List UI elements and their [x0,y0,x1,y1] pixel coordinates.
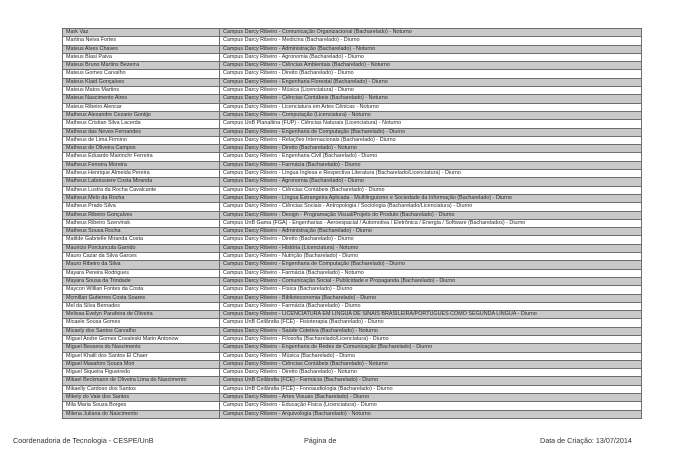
course-cell: Campus Darcy Ribeiro - Língua Estrangeira Aplicada - Multilinguismo e Sociedade da Informação (Bacharelado) - Diurno [220,194,642,202]
course-cell: Campus Darcy Ribeiro - LICENCIATURA EM LÍNGUA DE SINAIS BRASILEIRA/PORTUGUÊS COMO SEGUNDA LÍNGUA - Diurno [220,311,642,319]
table-row [63,377,642,385]
candidate-name-cell: Matheus Henrique Almeida Pereira [63,170,220,178]
course-cell: Campus Darcy Ribeiro - Filosofia (Bacharelado/Licenciatura) - Diurno [220,335,642,343]
candidate-name-cell: Mauro Ribeiro da Silva [63,261,220,269]
course-cell: Campus UnB Planaltina (FUP) - Ciências Naturais (Licenciatura) - Noturno [220,120,642,128]
table-row [63,269,642,277]
candidate-name-cell: Mark Vaz [63,29,220,37]
course-cell: Campus Darcy Ribeiro - Direito (Bacharelado) - Noturno [220,145,642,153]
course-cell: Campus Darcy Ribeiro - Educação Física (Licenciatura) - Diurno [220,402,642,410]
course-cell: Campus Darcy Ribeiro - Farmácia (Bacharelado) - Noturno [220,269,642,277]
candidate-name-cell: Melissa Evelyn Parafeira de Oliveira [63,311,220,319]
table-row [63,385,642,393]
candidate-name-cell: Mateus Klaid Gonçalves [63,78,220,86]
candidate-name-cell: Mayara Pereira Rodrigues [63,269,220,277]
candidate-name-cell: Matheus Sousa Rocha [63,228,220,236]
table-row [63,136,642,144]
page-footer [0,436,675,448]
table-row [63,45,642,53]
course-cell: Campus Darcy Ribeiro - Ciências Sociais - Antropologia / Sociologia (Bacharelado/Licenciatura) - Diurno [220,203,642,211]
candidate-name-cell: Matheus Laboissiere Costa Miranda [63,178,220,186]
candidate-name-cell: Mayara Sousa da Trindade [63,277,220,285]
candidate-name-cell: Miguel Masahiro Souza Mori [63,360,220,368]
candidate-name-cell: Miguel Siqueira Figueiredo [63,369,220,377]
candidate-name-cell: Mikael Beckmann de Oliveira Lima do Nascimento [63,377,220,385]
table-row [63,327,642,335]
table-row [63,29,642,37]
course-cell: Campus Darcy Ribeiro - Ciências Contábeis (Bacharelado) - Noturno [220,95,642,103]
candidate-name-cell: Mikely do Vale dos Santos [63,394,220,402]
course-cell: Campus Darcy Ribeiro - Engenharia de Computação (Bacharelado) - Diurno [220,261,642,269]
course-cell: Campus Darcy Ribeiro - Engenharia Florestal (Bacharelado) - Diurno [220,78,642,86]
candidate-name-cell: Mateus Blasi Paiva [63,53,220,61]
candidate-name-cell: Mateus Bruno Martins Bezerra [63,62,220,70]
table-row [63,62,642,70]
table-row [63,253,642,261]
course-cell: Campus Darcy Ribeiro - Ciências Contábeis (Bacharelado) - Noturno [220,360,642,368]
table-row [63,145,642,153]
candidate-name-cell: Mauricio Porciuncula Garrido [63,244,220,252]
candidate-name-cell: Matheus das Neves Fernandes [63,128,220,136]
table-row [63,37,642,45]
table-row [63,228,642,236]
table-row [63,203,642,211]
table-row [63,311,642,319]
table-row [63,178,642,186]
course-cell: Campus Darcy Ribeiro - Comunicação Organizacional (Bacharelado) - Noturno [220,29,642,37]
course-cell: Campus UnB Gama (FGA) - Engenharias - Aeroespacial / Automotiva / Eletrônica / Energia / Software (Bacharelados) - Diurno [220,219,642,227]
results-table-body [63,29,642,419]
course-cell: Campus Darcy Ribeiro - Engenharia de Redes de Comunicação (Bacharelado) - Diurno [220,344,642,352]
candidate-name-cell: Mel da Silva Bernades [63,302,220,310]
course-cell: Campus Darcy Ribeiro - Língua Inglesa e Respectiva Literatura (Bacharelado/Licenciatura) - Diurno [220,170,642,178]
table-row [63,95,642,103]
table-row [63,170,642,178]
candidate-name-cell: Matheus Alexandre Cezario Gontijo [63,111,220,119]
course-cell: Campus Darcy Ribeiro - Direito (Bacharelado) - Diurno [220,70,642,78]
course-cell: Campus Darcy Ribeiro - Licenciatura em Artes Cênicas - Noturno [220,103,642,111]
footer-creation-date: Data de Criação: 13/07/2014 [540,436,632,445]
candidate-name-cell: Mcmillan Gutierres Costa Soares [63,294,220,302]
candidate-name-cell: Matheus de Oliveira Campos [63,145,220,153]
table-row [63,302,642,310]
candidate-name-cell: Mateus Matos Martins [63,87,220,95]
table-row [63,360,642,368]
candidate-name-cell: Matheus Melo da Rocha [63,194,220,202]
table-row [63,128,642,136]
course-cell: Campus Darcy Ribeiro - Administração (Bacharelado) - Noturno [220,45,642,53]
results-table [62,28,636,419]
table-row [63,236,642,244]
course-cell: Campus Darcy Ribeiro - Física (Bacharelado) - Diurno [220,286,642,294]
table-row [63,344,642,352]
course-cell: Campus Darcy Ribeiro - Saúde Coletiva (Bacharelado) - Noturno [220,327,642,335]
table-row [63,402,642,410]
candidate-name-cell: Matilde Gabrielle Miranda Costa [63,236,220,244]
candidate-name-cell: Milena Juliana do Nascimento [63,410,220,418]
course-cell: Campus UnB Ceilândia (FCE) - Fisioterapia (Bacharelado) - Diurno [220,319,642,327]
candidate-name-cell: Matheus Lustra da Rocha Cavalcante [63,186,220,194]
candidate-name-cell: Matheus de Lima Firmino [63,136,220,144]
course-cell: Campus Darcy Ribeiro - Nutrição (Bacharelado) - Diurno [220,253,642,261]
course-cell: Campus Darcy Ribeiro - Música (Licenciatura) - Diurno [220,87,642,95]
candidate-name-cell: Matheus Ribeiro Gonçalves [63,211,220,219]
table-row [63,153,642,161]
course-cell: Campus Darcy Ribeiro - Design - Programação Visual/Projeto do Produto (Bacharelado) - Diurno [220,211,642,219]
course-cell: Campus Darcy Ribeiro - Direito (Bacharelado) - Diurno [220,236,642,244]
candidate-name-cell: Matheus Ribeiro Szervinsk [63,219,220,227]
table-row [63,352,642,360]
course-cell: Campus Darcy Ribeiro - Agronomia (Bacharelado) - Diurno [220,53,642,61]
course-cell: Campus Darcy Ribeiro - Artes Visuais (Bacharelado) - Diurno [220,394,642,402]
candidate-name-cell: Matheus Prado Silva [63,203,220,211]
table-row [63,410,642,418]
table-row [63,277,642,285]
table-row [63,87,642,95]
table-row [63,161,642,169]
footer-organization: Coordenadoria de Tecnologia - CESPE/UnB [13,436,154,445]
table-row [63,120,642,128]
candidate-name-cell: Matheus Eduardo Mairinchr Ferreira [63,153,220,161]
course-cell: Campus Darcy Ribeiro - Biblioteconomia (Bacharelado) - Diurno [220,294,642,302]
candidate-name-cell: Miguel Bessera do Nascimento [63,344,220,352]
candidate-name-cell: Mateus Nascimento Aires [63,95,220,103]
table-row [63,335,642,343]
course-cell: Campus Darcy Ribeiro - Administração (Bacharelado) - Diurno [220,228,642,236]
candidate-name-cell: Miguel Andre Gomes Covaleski Marin Antonow [63,335,220,343]
course-cell: Campus Darcy Ribeiro - Ciências Ambientais (Bacharelado) - Noturno [220,62,642,70]
table-row [63,186,642,194]
course-cell: Campus Darcy Ribeiro - Música (Bacharelado) - Diurno [220,352,642,360]
table-row [63,294,642,302]
candidate-name-cell: Micaely dos Santos Carvalho [63,327,220,335]
course-cell: Campus Darcy Ribeiro - Relações Internacionais (Bacharelado) - Diurno [220,136,642,144]
candidate-name-cell: Mateus Gomes Carvalho [63,70,220,78]
course-cell: Campus Darcy Ribeiro - Farmácia (Bacharelado) - Diurno [220,161,642,169]
table-row [63,244,642,252]
table-row [63,103,642,111]
course-cell: Campus Darcy Ribeiro - Arquivologia (Bacharelado) - Noturno [220,410,642,418]
table-row [63,219,642,227]
course-cell: Campus Darcy Ribeiro - Medicina (Bacharelado) - Diurno [220,37,642,45]
table-row [63,286,642,294]
candidate-name-cell: Mateus Alves Chaves [63,45,220,53]
candidate-name-cell: Mikaelly Cardoso dos Santos [63,385,220,393]
course-cell: Campus Darcy Ribeiro - Farmácia (Bacharelado) - Diurno [220,302,642,310]
table-row [63,111,642,119]
table-row [63,70,642,78]
table-row [63,211,642,219]
course-cell: Campus Darcy Ribeiro - Engenharia de Computação (Bacharelado) - Diurno [220,128,642,136]
table-row [63,261,642,269]
candidate-name-cell: Miguel Khalil dos Santos El Chaer [63,352,220,360]
candidate-name-cell: Mateus Ribeiro Alencar [63,103,220,111]
table-row [63,194,642,202]
course-cell: Campus Darcy Ribeiro - Comunicação Social - Publicidade e Propaganda (Bacharelado) - Diurno [220,277,642,285]
table-row [63,369,642,377]
candidate-name-cell: Matheus Cristian Silva Lacerda [63,120,220,128]
table-row [63,78,642,86]
course-cell: Campus Darcy Ribeiro - Direito (Bacharelado) - Noturno [220,369,642,377]
candidate-name-cell: Maycon Willian Fontes da Costa [63,286,220,294]
candidate-name-cell: Mila Maria Souza Borges [63,402,220,410]
candidate-name-cell: Martina Neiva Fortes [63,37,220,45]
candidate-name-cell: Matheus Ferreira Moreira [63,161,220,169]
candidate-name-cell: Mauro Cazar da Silva Garces [63,253,220,261]
table-row [63,319,642,327]
course-cell: Campus Darcy Ribeiro - Ciências Contábeis (Bacharelado) - Diurno [220,186,642,194]
footer-page-number: Página de [304,436,337,445]
table-row [63,394,642,402]
course-cell: Campus Darcy Ribeiro - História (Licenciatura) - Noturno [220,244,642,252]
course-cell: Campus Darcy Ribeiro - Engenharia Civil (Bacharelado) - Diurno [220,153,642,161]
table-row [63,53,642,61]
course-cell: Campus UnB Ceilândia (FCE) - Fonoaudiologia (Bacharelado) - Diurno [220,385,642,393]
course-cell: Campus Darcy Ribeiro - Agronomia (Bacharelado) - Diurno [220,178,642,186]
course-cell: Campus UnB Ceilândia (FCE) - Farmácia (Bacharelado) - Diurno [220,377,642,385]
course-cell: Campus Darcy Ribeiro - Computação (Licenciatura) - Noturno [220,111,642,119]
candidate-name-cell: Micaele Sousa Gomes [63,319,220,327]
